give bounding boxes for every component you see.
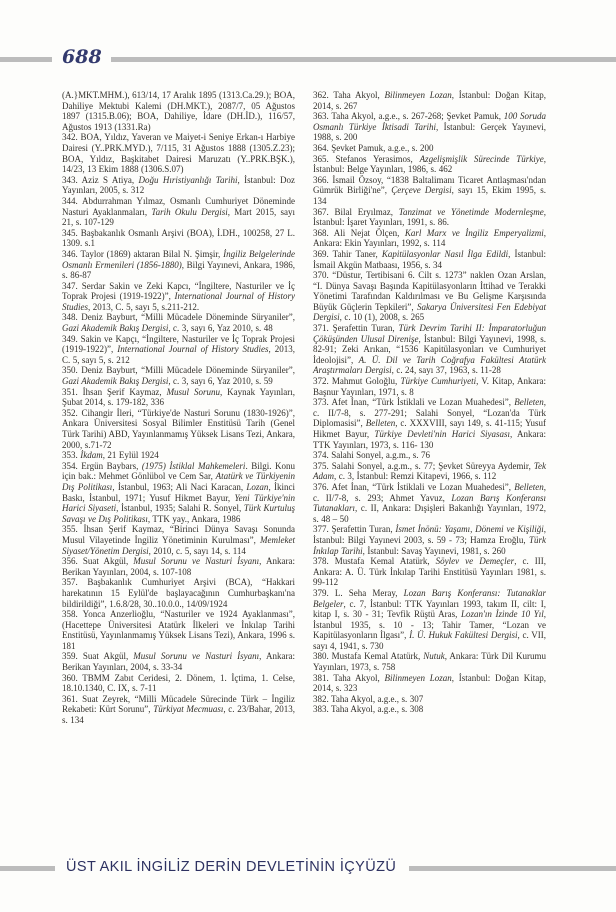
footnote-text: 358. Yonca Anzerlioğlu, “Nasturiler ve 1924 Ayaklanması”, (Hacettepe Üniversitesi Atatürk İlkeleri ve İnkılap Tarihi Enstitüsü, Yayınlanmamış Yüksek Lisans Tezi), Ankara, 1996 s. 181: [62, 609, 295, 651]
footnote-text: , c. 3, İstanbul: Remzi Kitapevi, 1966, s. 112: [334, 471, 497, 482]
footnote-text: 354. Ergün Baybars,: [62, 460, 142, 471]
page-number: 688: [62, 45, 102, 68]
footnote-text: , İstanbul 1935, s. 10 - 13; Tahir Tamer, “Lozan ve Kapitülasyonların İlgası”,: [313, 609, 546, 641]
footnote-text: 378. Mustafa Kemal Atatürk,: [313, 556, 436, 567]
footnote: [313, 154, 546, 175]
footnote: [313, 397, 546, 450]
footnote-title-text: International Journal of History Studies: [117, 344, 269, 355]
footnote: [313, 207, 546, 228]
footnote: [313, 450, 546, 461]
footnote-text: , sayı 15, Ekim 1995, s. 134: [313, 185, 546, 206]
footnote: [62, 228, 295, 249]
footnote-text: , İstanbul: Doz Yayınları, 2005, s. 312: [62, 174, 295, 196]
footnote-text: 377. Şerafettin Turan,: [313, 524, 396, 535]
footnote-text: , 2013, C. 5, sayı 5, s. 212: [62, 344, 296, 365]
footnote-title-text: Türk Devrim Tarihi II: İmparatorluğun Çöküşünden Ulusal Direnişe: [313, 323, 546, 344]
footnote-text: 349. Sakin ve Kapçı, “İngiltere, Nasturiler ve İç Toprak Projesi (1919-1922)”,: [62, 333, 295, 355]
footnote: [62, 408, 295, 450]
footnote-title-text: Lozan Barış Konferansı Tutanakları: [313, 492, 546, 514]
footnote-title-text: Gazi Akademik Bakış Dergisi: [62, 323, 169, 334]
footnote-text: , Ankara: Ekin Yayınları, 1992, s. 114: [313, 227, 546, 249]
footnote: [62, 281, 295, 313]
footnote-title-text: (1975) İstiklal Mahkemeleri: [141, 460, 246, 471]
footnote-text: , İstanbul: İsmail Akgün Matbaası, 1956, s. 34: [313, 248, 547, 270]
footnote: [62, 175, 295, 196]
footer-rule-right: [409, 866, 616, 871]
footnote-text: 374. Salahi Sonyel, a.g.m., s. 76: [313, 450, 430, 461]
footnote-title-text: Nutuk: [423, 651, 445, 662]
footnote-text: , c. II/7-8, s. 293; Ahmet Yavuz,: [313, 481, 546, 503]
footnote-text: , İstanbul: Savaş Yayınevi, 1981, s. 260: [362, 545, 506, 556]
footnote-title-text: Türkiyat Mecmuası: [153, 704, 224, 715]
footnote-text: , İkinci Baskı, İstanbul, 1971; Yusuf Hikmet Bayur,: [62, 481, 295, 503]
footnote-title-text: Sakarya Üniversitesi Fen Edebiyat Dergisi: [313, 301, 546, 323]
footnote-title-text: Çerçeve Dergisi: [391, 185, 452, 196]
footnote: [313, 249, 546, 270]
footnote: [313, 673, 546, 694]
footnote-title-text: Kapitülasyonlar Nasıl İlga Edildi: [381, 248, 509, 259]
footnote-text: , İstanbul, 1963; Ali Naci Karacan,: [112, 481, 247, 492]
footnote-text: , c. II, Ankara: Dışişleri Bakanlığı Yayınları, 1972, s. 48 – 50: [313, 503, 546, 524]
footnote-text: 348. Deniz Bayburt, “Milli Mücadele Döneminde Süryaniler”,: [62, 312, 295, 323]
footnote-text: 361. Suat Zeyrek, “Milli Mücadele Sürecinde Türk – İngiliz Rekabeti: Kürt Sorunu”,: [62, 693, 295, 715]
footnote: [62, 196, 295, 228]
footnote-text: 367. Bilal Eryılmaz,: [313, 206, 399, 217]
footnote-text: , c. 10 (1), 2008, s. 265: [339, 312, 425, 323]
footnote: [62, 651, 295, 672]
footnote-text: 353.: [62, 450, 81, 461]
footnote-title-text: Belleten: [365, 418, 396, 429]
footnote-text: 356. Suat Akgül,: [62, 556, 134, 567]
footnote: [313, 175, 546, 207]
footnote-title-text: Lozan: [246, 481, 269, 492]
footnote-text: 351. İhsan Şerif Kaymaz,: [62, 386, 167, 397]
footnote: [62, 609, 295, 651]
footnote: [62, 334, 295, 366]
footnote: [313, 270, 546, 323]
footnote: [62, 90, 295, 132]
footnote-title-text: Bilinmeyen Lozan: [384, 672, 452, 683]
footnote-text: 370. “Düstur, Tertibisani 6. Cilt s. 1273” naklen Ozan Arslan, “I. Dünya Savaşı Başında Kapitülasyonların İttihad ve Terakki Yönetimi Tarafından Kaldırılması ve Bu Gelişme Karşısında Büyük Güçlerin Tepkileri”,: [313, 270, 546, 312]
footnote-title-text: Tanzimat ve Yönetimde Modernleşme: [398, 206, 544, 217]
footnote-title-text: İ. Ü. Hukuk Fakültesi Dergisi: [409, 630, 518, 641]
page-header: [0, 45, 616, 70]
footnote: [313, 556, 546, 588]
footnote-title-text: İsmet İnönü: Yaşamı, Dönemi ve Kişiliği: [395, 524, 544, 535]
footnote-text: , c. 24, sayı 37, 1963, s. 11-28: [391, 365, 501, 376]
footnote-text: 373. Afet İnan, “Türk İstiklali ve Lozan Muahedesi”,: [313, 397, 515, 408]
footnote-text: 359. Suat Akgül,: [62, 651, 134, 662]
footnote-text: 352. Cihangir İleri, “Türkiye'de Nasturi Sorunu (1830-1926)”, Ankara Üniversitesi Sosyal Bilimler Enstitüsü Tarih (Genel Türk Tarihi) ABD, Yayınlanmamış Yüksek Lisans Tezi, Ankara, 2000, s.71-72: [62, 407, 295, 450]
footnote-text: 357. Başbakanlık Cumhuriyet Arşivi (BCA), “Hakkari harekatının 15 Eylül'de başlayacağının Cumhurbaşkanı'na bildirildiği”, 1.6.8/28, 30..10.0.0., 14/09/1924: [62, 577, 295, 609]
footnote-text: 372. Mahmut Goloğlu,: [313, 376, 401, 387]
footnote-text: 343. Aziz S Atiya,: [62, 174, 139, 185]
footnote-title-text: Azgelişmişlik Sürecinde Türkiye: [419, 153, 544, 164]
footnote-title-text: Lozan'ın İzinde 10 Yıl: [460, 609, 544, 620]
footnote-text: 360. TBMM Zabıt Ceridesi, 2. Dönem, 1. İçtima, 1. Celse, 18.10.1340, C. IX, s. 7-11: [62, 672, 295, 694]
footnote-text: (A.}MKT.MHM.), 613/14, 17 Aralık 1895 (1313.Ca.29.); BOA, Dahiliye Mektubi Kalemi (DH.MKT.), 2087/7, 05 Ağustos 1897 (1315.B.06); BOA, Dahiliye, İdare (DH.İD.), 116/57, Ağustos 1913 (1331.Ra): [62, 90, 295, 132]
footnotes-column-right: [313, 90, 546, 726]
footnote-title-text: Tarih Okulu Dergisi: [151, 206, 228, 217]
footnote-text: , İstanbul, 1935; Salahi R. Sonyel,: [116, 503, 244, 514]
footnotes-column-left: [62, 90, 295, 726]
footnote-title-text: 100 Soruda Osmanlı Türkiye İktisadi Tarihi: [313, 111, 546, 132]
footnote-text: 380. Mustafa Kemal Atatürk,: [313, 651, 424, 662]
footnote-title-text: Söylev ve Demeçler: [435, 556, 515, 567]
footnote-title-text: Türk İnkılap Tarihi: [313, 534, 546, 556]
footnote: [313, 376, 546, 397]
footnote-title-text: Gazi Akademik Bakış Dergisi: [62, 376, 169, 387]
footnote-text: , İstanbul: Gerçek Yayınevi, 1988, s. 200: [313, 121, 546, 143]
footnote: [313, 143, 546, 154]
footnote-text: 368. Ali Nejat Ölçen,: [313, 227, 405, 238]
footnote-text: 365. Stefanos Yerasimos,: [313, 153, 420, 164]
footnote-text: 344. Abdurrahman Yılmaz, Osmanlı Cumhuriyet Döneminde Nasturi Ayaklanmaları,: [62, 195, 295, 217]
footnote-text: , c. VII, sayı 4, 1941, s. 730: [313, 630, 546, 651]
footnote-text: 376. Afet İnan, “Türk İstiklali ve Lozan Muahedesi”,: [313, 481, 515, 492]
footnote: [62, 556, 295, 577]
footnote-title-text: İngiliz Belgelerinde Osmanlı Ermenileri (1856-1880): [62, 248, 295, 270]
footnote: [62, 577, 295, 609]
footnote-text: , c. II/7-8, s. 277-291; Salahi Sonyel, “Lozan'da Türk Diplomasisi”,: [313, 397, 546, 429]
footnote-title-text: Karl Marx ve İngiliz Emperyalizmi: [404, 227, 544, 238]
footnote-text: , c. 3, sayı 6, Yaz 2010, s. 48: [168, 323, 273, 334]
footnote-text: , c. 3, sayı 6, Yaz 2010, s. 59: [168, 376, 273, 387]
footnote: [62, 387, 295, 408]
footnote-text: . Bilgi. Konu için bak.: Mehmet Gönlübol ve Cem Sar,: [62, 460, 295, 482]
footnote-title-text: Musul Sorunu ve Nasturi İsyanı: [133, 556, 260, 567]
footnote: [62, 365, 295, 386]
footnote: [62, 524, 295, 556]
footnote-text: 342. BOA, Yıldız, Yaveran ve Maiyet-i Seniye Erkan-ı Harbiye Dairesi (Y..PRK.MYD.), 7/115, 31 Ağustos 1888 (1305.Z.23); BOA, Yıldız, Başkitabet Dairesi Maruzatı (Y..PRK.BŞK.), 14/23, 13 Ekim 1888 (1306.S.07): [62, 132, 295, 175]
footnote-title-text: Belleten: [514, 481, 544, 492]
footnote-text: , c. III, Ankara: A. Ü. Türk İnkılap Tarihi Enstitüsü Yayınları 1981, s. 99-112: [313, 556, 547, 588]
footnote-text: 355. İhsan Şerif Kaymaz, “Birinci Dünya Savaşı Sonunda Musul Vilayetinde İngiliz Yönetiminin Kurulması”,: [62, 524, 295, 545]
footnote-title-text: İkdam: [80, 450, 103, 461]
footnote-title-text: Türkiye Cumhuriyeti: [400, 376, 477, 387]
header-rule-right: [111, 57, 616, 62]
footnote-text: , Ankara: Berikan Yayınları, 2004, s. 107-108: [62, 556, 296, 577]
footnote: [62, 249, 295, 281]
footnote: [62, 450, 295, 461]
footnote-text: , Ankara: Berikan Yayınları, 2004, s. 33-34: [62, 651, 296, 673]
footnote-text: , c. XXXVIII, sayı 149, s. 41-115; Yusuf Hikmet Bayur,: [313, 418, 547, 439]
footnote: [313, 694, 546, 705]
footnote-text: 346. Taylor (1869) aktaran Bilal N. Şimşir,: [62, 248, 224, 259]
footnote-title-text: Musul Sorunu ve Nasturi İsyanı: [133, 651, 260, 662]
footnote: [313, 651, 546, 672]
footnote: [313, 524, 546, 556]
footnote-text: 379. L. Seha Meray,: [313, 587, 404, 598]
footnote: [62, 132, 295, 174]
footnote: [313, 704, 546, 715]
footnote-title-text: Tek Adam: [313, 460, 546, 482]
footnote-text: , İstanbul: Doğan Kitap, 2014, s. 323: [313, 672, 546, 694]
footnote-title-text: Memleket Siyaset/Yönetim Dergisi: [62, 534, 295, 556]
footnote-text: 369. Tahir Taner,: [313, 248, 382, 259]
footnote-title-text: Bilinmeyen Lozan: [384, 90, 452, 100]
footnote-title-text: Musul Sorunu: [166, 386, 220, 397]
footnote-text: , İstanbul: Bilgi Yayınevi 2003, s. 59 - 73; Hamza Eroğlu,: [313, 524, 546, 545]
footnote-text: , TTK yay., Ankara, 1986: [147, 513, 241, 524]
footnote-text: 345. Başbakanlık Osmanlı Arşivi (BOA), İ.DH., 100258, 27 L. 1309. s.1: [62, 227, 295, 249]
footnote-text: , İstanbul: İşaret Yayınları, 1991, s. 86.: [313, 206, 546, 228]
footnote: [62, 461, 295, 525]
footnote-text: , İstanbul: Bilgi Yayınevi, 1998, s. 82-91; Zeki Arıkan, “1536 Kapitülasyonları ve Cumhuriyet İdeolojisi”,: [313, 333, 546, 365]
footnote: [313, 323, 546, 376]
footnote-text: 381. Taha Akyol,: [313, 672, 385, 683]
footnote-text: 363. Taha Akyol, a.g.e., s. 267-268; Şevket Pamuk,: [313, 111, 504, 122]
page-footer: [0, 856, 616, 880]
footnote-text: 375. Salahi Sonyel, a.g.m., s. 77; Şevket Süreyya Aydemir,: [313, 460, 534, 471]
footnote-text: , 2013, C. 5, sayı 5, s.211-212.: [88, 301, 200, 312]
footnote-title-text: Türkiye Devleti'nin Harici Siyasası: [374, 429, 511, 439]
footnote-text: , Kaynak Yayınları, Şubat 2014, s. 179-182, 336: [62, 386, 295, 408]
footnote-title-text: Belleten: [514, 397, 544, 408]
header-rule-left: [0, 57, 52, 62]
footnote-text: 362. Taha Akyol,: [313, 90, 385, 100]
footnote-text: , İstanbul: Doğan Kitap, 2014, s. 267: [313, 90, 546, 111]
footer-book-title: ÜST AKIL İNGİLİZ DERİN DEVLETİNİN İÇYÜZÜ: [66, 859, 397, 875]
footnote-title-text: Lozan Barış Konferansı: Tutanaklar Belgeler: [313, 587, 546, 609]
footnote-text: , c. 7, İstanbul: TTK Yayınları 1993, takım II, cilt: I, kitap I, s. 30 - 31; Tevfik Rüştü Aras,: [313, 598, 546, 620]
footnote: [62, 694, 295, 726]
footnote-text: 366. İsmail Özsoy, “1838 Baltalimanı Ticaret Antlaşması'ndan Gümrük Birliği'ne”,: [313, 174, 546, 196]
footnote: [313, 461, 546, 482]
footnote: [313, 588, 546, 652]
footnote-text: 350. Deniz Bayburt, “Milli Mücadele Döneminde Süryaniler”,: [62, 365, 295, 376]
footnote-text: , 2010, c. 5, sayı 14, s. 114: [148, 545, 246, 556]
footnote-text: , Mart 2015, sayı 21, s. 107-129: [62, 206, 295, 228]
footnote: [313, 228, 546, 249]
footnotes-section: [62, 90, 546, 726]
footnote-text: 382. Taha Akyol, a.g.e., s. 307: [313, 693, 424, 704]
footnote-title-text: International Journal of History Studies: [62, 291, 295, 312]
footnote: [313, 90, 546, 111]
footnote-title-text: Yeni Türkiye'nin Harici Siyaseti: [62, 492, 295, 514]
footnote-text: 383. Taha Akyol, a.g.e., s. 308: [313, 704, 424, 715]
footnote: [313, 482, 546, 524]
footnote: [313, 111, 546, 143]
footnote-title-text: Atatürk ve Türkiyenin Dış Politikası: [62, 471, 295, 492]
footnote-title-text: A. Ü. Dil ve Tarih Coğrafya Fakültesi Atatürk Araştırmaları Dergisi: [313, 354, 546, 376]
footnote: [62, 312, 295, 333]
footnote-text: 371. Şerafettin Turan,: [313, 323, 399, 334]
footnote-text: , 21 Eylül 1924: [102, 450, 159, 461]
footnote-text: 347. Serdar Sakin ve Zeki Kapcı, “İngiltere, Nasturiler ve İç Toprak Projesi (1919-1922)”,: [62, 280, 295, 302]
footnote-text: , İstanbul: Belge Yayınları, 1986, s. 462: [313, 153, 546, 175]
footnote-text: , c. 23/Bahar, 2013, s. 134: [62, 704, 295, 726]
footnote-text: , Ankara: TTK Yayınları, 1973, s. 116- 130: [313, 429, 546, 450]
footnote-text: , Ankara: Türk Dil Kurumu Yayınları, 1973, s. 758: [313, 651, 546, 673]
footnote: [62, 673, 295, 694]
footer-rule-left: [0, 866, 55, 871]
footnote-text: , V. Kitap, Ankara: Başnur Yayınları, 1971, s. 8: [313, 376, 546, 397]
footnote-text: 364. Şevket Pamuk, a.g.e., s. 200: [313, 142, 434, 153]
footnote-text: , Bilgi Yayınevi, Ankara, 1986, s. 86-87: [62, 259, 295, 281]
footnote-title-text: Doğu Hıristiyanlığı Tarihi: [138, 174, 238, 185]
footnote-title-text: Türk Kurtuluş Savaşı ve Dış Politikası: [62, 503, 295, 524]
